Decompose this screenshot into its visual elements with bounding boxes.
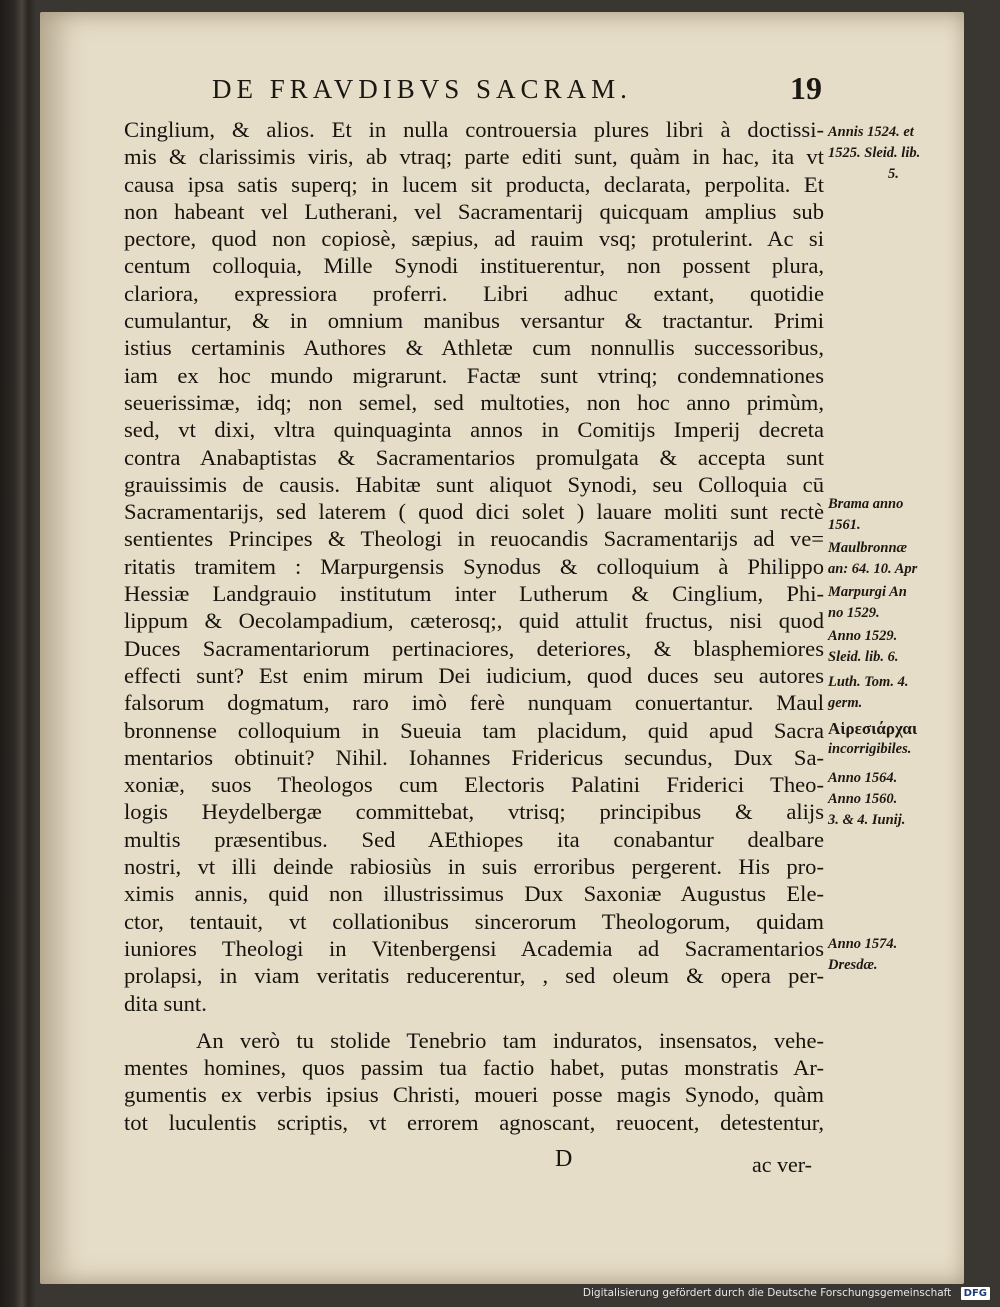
text-line: Hessiæ Landgrauio institutum inter Lutherum & Cinglium, Phi-: [124, 581, 824, 607]
text-line: An verò tu stolide Tenebrio tam induratos, insensatos, vehe-: [196, 1027, 824, 1053]
margin-note: Brama anno 1561.: [828, 496, 904, 533]
text-line: non habeant vel Lutherani, vel Sacramentarij quicquam amplius sub: [124, 198, 824, 224]
text-line: seuerissimæ, idq; non semel, sed multoties, non hoc anno primùm,: [124, 389, 824, 415]
margin-note: Marpurgi An no 1529.: [828, 584, 907, 621]
running-head: DE FRAVDIBVS SACRAM.: [212, 74, 632, 104]
margin-note: Αἱρεσιάρχαι incorrigibiles.: [828, 719, 918, 757]
text-line: mentarios obtinuit? Nihil. Iohannes Fridericus secundus, Dux Sa-: [124, 744, 824, 770]
text-line: logis Heydelbergæ committebat, vtrisq; principibus & alijs: [124, 799, 824, 825]
text-line: ritatis tramitem : Marpurgensis Synodus & colloquium à Philippo: [124, 553, 824, 579]
margin-note: Maulbronnæ an: 64. 10. Apr: [828, 540, 918, 577]
text-line: sed, vt dixi, vltra quinquaginta annos in Comitijs Imperij decreta: [124, 417, 824, 443]
text-line: contra Anabaptistas & Sacramentarios promulgata & accepta sunt: [124, 444, 824, 470]
margin-note: Anno 1564. Anno 1560. 3. & 4. Iunij.: [828, 770, 906, 828]
margin-note: Luth. Tom. 4. germ.: [828, 674, 909, 711]
text-line: mis & clarissimis viris, ab vtraq; parte editi sunt, quàm in hac, ita vt: [124, 144, 824, 170]
text-line: nostri, vt illi deinde rabiosiùs in suis erroribus pergerent. His pro-: [124, 854, 824, 880]
text-line: gumentis ex verbis ipsius Christi, moueri posse magis Synodo, quàm: [124, 1082, 824, 1108]
text-line: iam ex hoc mundo migrarunt. Factæ sunt vtrinq; condemnationes: [124, 362, 824, 388]
text-line: grauissimis de causis. Habitæ sunt aliquot Synodi, seu Colloquia cū: [124, 471, 824, 497]
footer-text: Digitalisierung gefördert durch die Deutsche Forschungsgemeinschaft: [582, 1287, 952, 1299]
text-line: centum colloquia, Mille Synodi instituerentur, non possent plura,: [124, 253, 824, 279]
text-line: istius certaminis Authores & Athletæ cum nonnullis successoribus,: [124, 335, 824, 361]
text-line: cumulantur, & in omnium manibus versantur & tractantur. Primi: [124, 308, 824, 334]
page-number: 19: [790, 70, 822, 106]
text-line: Sacramentarijs, sed laterem ( quod dici solet ) lauare moliti sunt rectè: [124, 499, 824, 525]
text-line: effecti sunt? Est enim mirum Dei iudicium, quod duces seu autores: [124, 662, 824, 688]
text-line: ximis annis, quid non illustrissimus Dux Saxoniæ Augustus Ele-: [124, 881, 824, 907]
text-line: clariora, expressiora proferri. Libri adhuc extant, quotidie: [124, 280, 824, 306]
text-line: bronnense colloquium in Sueuia tam placidum, quid apud Sacra: [124, 717, 824, 743]
text-line: xoniæ, suos Theologos cum Electoris Palatini Friderici Theo-: [124, 772, 824, 798]
paragraph-gap: [124, 1017, 824, 1027]
main-text: [124, 116, 824, 1136]
text-line: multis præsentibus. Sed AEthiopes ita conabantur dealbare: [124, 826, 824, 852]
signature-mark: D: [555, 1146, 573, 1172]
text-line: falsorum dogmatum, raro imò ferè nunquam conuertantur. Maul: [124, 690, 824, 716]
text-line: lippum & Oecolampadium, cæterosq;, quid attulit fructus, nisi quod: [124, 608, 824, 634]
margin-note: Anno 1529. Sleid. lib. 6.: [828, 628, 899, 665]
text-line: Cinglium, & alios. Et in nulla controuersia plures libri à doctissi-: [124, 117, 824, 142]
text-line: dita sunt.: [124, 990, 207, 1016]
text-line: mentes homines, quos passim tua factio habet, putas monstratis Ar-: [124, 1055, 824, 1081]
text-line: tot luculentis scriptis, vt errorem agnoscant, reuocent, detestentur,: [124, 1109, 824, 1135]
margin-note: Annis 1524. et 1525. Sleid. lib. 5.: [828, 124, 921, 182]
text-line: pectore, quod non copiosè, sæpius, ad rauim vsq; protulerint. Ac si: [124, 226, 824, 252]
page-header: [212, 70, 832, 114]
text-line: iuniores Theologi in Vitenbergensi Academia ad Sacramentarios: [124, 935, 824, 961]
text-line: prolapsi, in viam veritatis reducerentur, , sed oleum & opera per-: [124, 963, 824, 989]
margin-note: Anno 1574. Dresdæ.: [828, 936, 898, 973]
catchword: ac ver-: [752, 1152, 813, 1177]
text-line: Duces Sacramentariorum pertinaciores, deteriores, & blasphemiores: [124, 635, 824, 661]
book-page: [40, 12, 964, 1284]
text-line: sentientes Principes & Theologi in reuocandis Sacramentarijs ad ve=: [124, 526, 824, 552]
text-line: ctor, tentauit, vt collationibus sincerorum Theologorum, quidam: [124, 908, 824, 934]
dfg-logo-icon: DFG: [961, 1287, 990, 1300]
digitization-footer: [530, 1287, 990, 1303]
text-line: causa ipsa satis superq; in lucem sit producta, declarata, perpolita. Et: [124, 171, 824, 197]
